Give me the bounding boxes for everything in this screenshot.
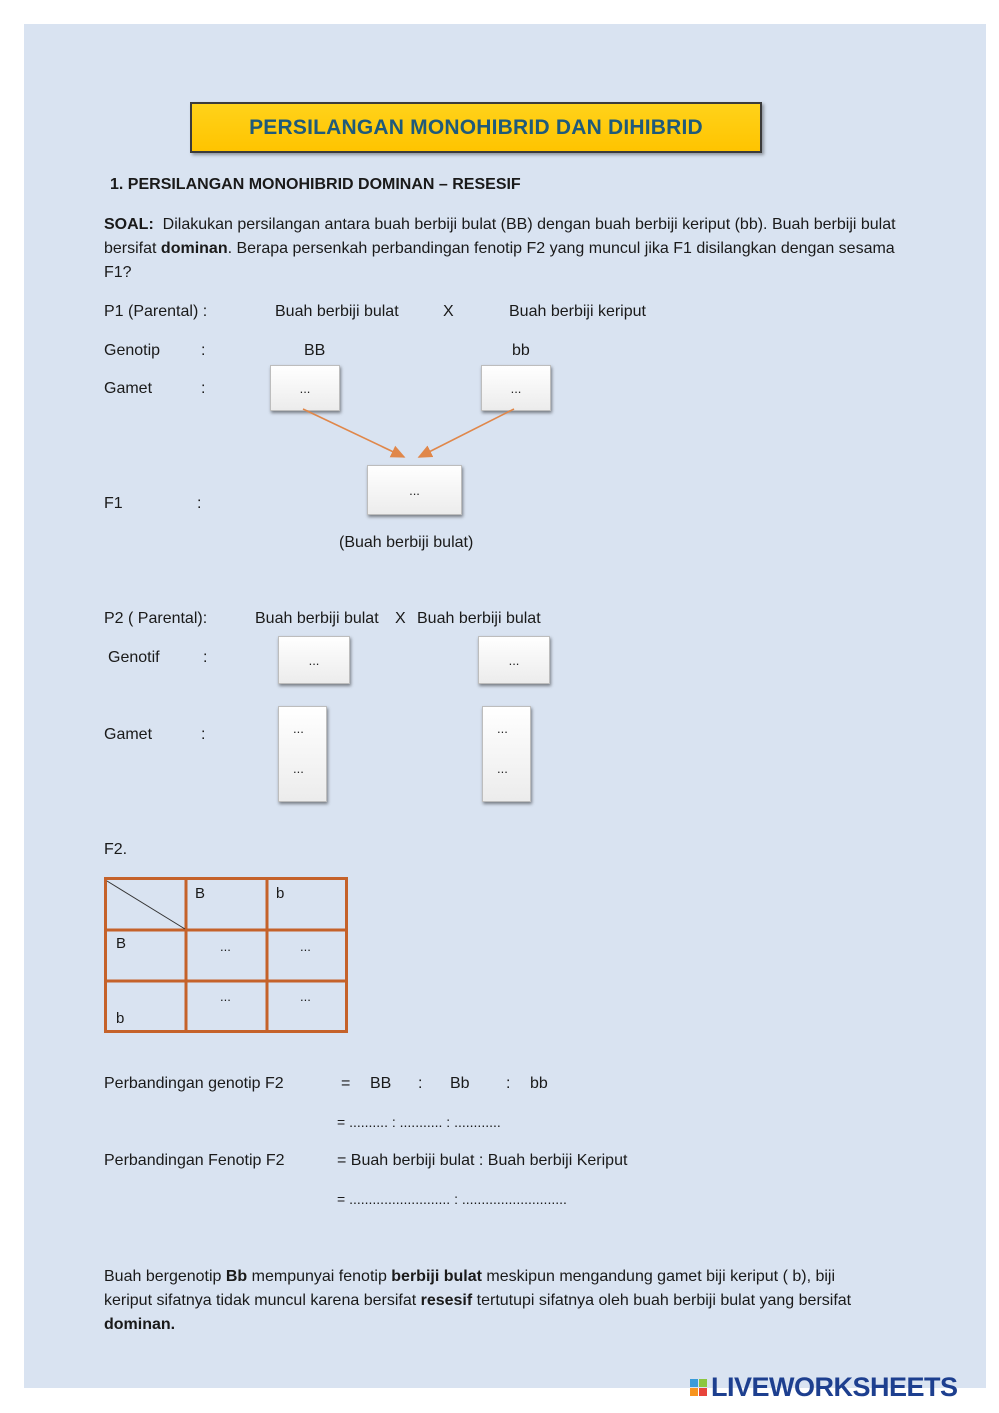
ratio-fenotip-line1: = Buah berbiji bulat : Buah berbiji Keriput [337, 1152, 628, 1169]
genotip-right: bb [512, 342, 530, 359]
punnett-col-B: B [195, 885, 206, 902]
f1-note: (Buah berbiji bulat) [339, 534, 474, 551]
genotip-colon: : [201, 342, 206, 359]
punnett-grid-lines [104, 877, 348, 1033]
p1-left: Buah berbiji bulat [275, 303, 399, 320]
ratio-genotip-sep2: : [506, 1075, 511, 1092]
punnett-cell-BB[interactable]: ... [220, 939, 231, 954]
p2-right: Buah berbiji bulat [417, 610, 541, 627]
ratio-genotip-Bb: Bb [450, 1075, 470, 1092]
liveworksheets-logo [690, 1372, 958, 1403]
f1-colon: : [197, 495, 202, 512]
genotif2-label: Genotif [108, 649, 160, 666]
p1-right: Buah berbiji keriput [509, 303, 646, 320]
ratio-fenotip-label: Perbandingan Fenotip F2 [104, 1152, 285, 1169]
gamet2-right-bottom: ... [497, 761, 508, 776]
explanation-text-4: keriput sifatnya tidak muncul karena bersifat [104, 1292, 421, 1309]
ratio-genotip-bb: bb [530, 1075, 548, 1092]
gamet2-left-bottom: ... [293, 761, 304, 776]
ratio-genotip-eq: = [341, 1075, 351, 1092]
punnett-cell-Bb[interactable]: ... [300, 939, 311, 954]
arrow-left [303, 409, 404, 457]
question-text-1: Dilakukan persilangan antara buah berbiji bulat (BB) dengan buah berbiji keriput (bb). Buah berbiji bulat [162, 216, 896, 233]
explanation-bold-resesif: resesif [420, 1292, 473, 1309]
explanation-bold-Bb: Bb [225, 1268, 248, 1285]
gamet1-left-input[interactable]: ... [270, 365, 340, 411]
gamet2-right-top: ... [497, 721, 508, 736]
genotif2-left-input[interactable]: ... [278, 636, 350, 684]
p2-left: Buah berbiji bulat [255, 610, 379, 627]
explanation-line-2 [104, 1289, 851, 1313]
f1-label: F1 [104, 495, 123, 512]
section-heading: 1. PERSILANGAN MONOHIBRID DOMINAN – RESESIF [110, 176, 521, 193]
question-line-3: F1? [104, 264, 132, 281]
gamet-colon: : [201, 380, 206, 397]
ratio-fenotip-answer[interactable]: = .......................... : ........................... [337, 1191, 567, 1207]
ratio-genotip-sep1: : [418, 1075, 423, 1092]
gamet2-colon: : [201, 726, 206, 743]
soal-label: SOAL: [104, 216, 154, 233]
punnett-cell-bB[interactable]: ... [220, 989, 231, 1004]
punnett-square [104, 877, 348, 1033]
gamet2-label: Gamet [104, 726, 153, 743]
ratio-genotip-BB: BB [370, 1075, 392, 1092]
gamet-label: Gamet [104, 380, 153, 397]
genotip-label: Genotip [104, 342, 161, 359]
explanation-text-2: mempunyai fenotip [247, 1268, 392, 1285]
logo-text: LIVEWORKSHEETS [711, 1372, 958, 1402]
p1-label: P1 (Parental) : [104, 303, 208, 320]
p2-cross: X [395, 610, 406, 627]
punnett-cell-bb[interactable]: ... [300, 989, 311, 1004]
question-bold-dominan: dominan [160, 240, 228, 257]
f1-input[interactable]: ... [367, 465, 462, 515]
p1-cross: X [443, 303, 454, 320]
question-text-2a: bersifat [104, 240, 157, 257]
gamet2-left-input[interactable] [278, 706, 327, 802]
genotip-left: BB [304, 342, 326, 359]
ratio-genotip-answer[interactable]: = .......... : ........... : ............ [337, 1114, 501, 1130]
explanation-line-1 [104, 1265, 835, 1289]
explanation-bold-dominan: dominan. [104, 1316, 176, 1333]
f2-label: F2. [104, 841, 128, 858]
arrow-right [419, 409, 514, 457]
punnett-row-B: B [116, 935, 127, 952]
explanation-text-1: Buah bergenotip [104, 1268, 226, 1285]
gamet2-right-input[interactable] [482, 706, 531, 802]
ratio-genotip-label: Perbandingan genotip F2 [104, 1075, 284, 1092]
p2-label: P2 ( Parental): [104, 610, 208, 627]
genotif2-colon: : [203, 649, 208, 666]
genotif2-right-input[interactable]: ... [478, 636, 550, 684]
liveworksheets-mark-icon [690, 1379, 707, 1396]
punnett-row-b: b [116, 1010, 125, 1027]
gamet1-right-input[interactable]: ... [481, 365, 551, 411]
explanation-text-3: meskipun mengandung gamet biji keriput ( b), biji [481, 1268, 836, 1285]
punnett-col-b: b [276, 885, 285, 902]
explanation-bold-bulat: berbiji bulat [391, 1268, 482, 1285]
gamet2-left-top: ... [293, 721, 304, 736]
explanation-text-5: tertutupi sifatnya oleh buah berbiji bulat yang bersifat [472, 1292, 852, 1309]
explanation-line-3 [104, 1313, 175, 1337]
page-title: PERSILANGAN MONOHIBRID DAN DIHIBRID [249, 115, 703, 139]
question-text-2b: . Berapa persenkah perbandingan fenotip F2 yang muncul jika F1 disilangkan dengan sesama [227, 240, 895, 257]
